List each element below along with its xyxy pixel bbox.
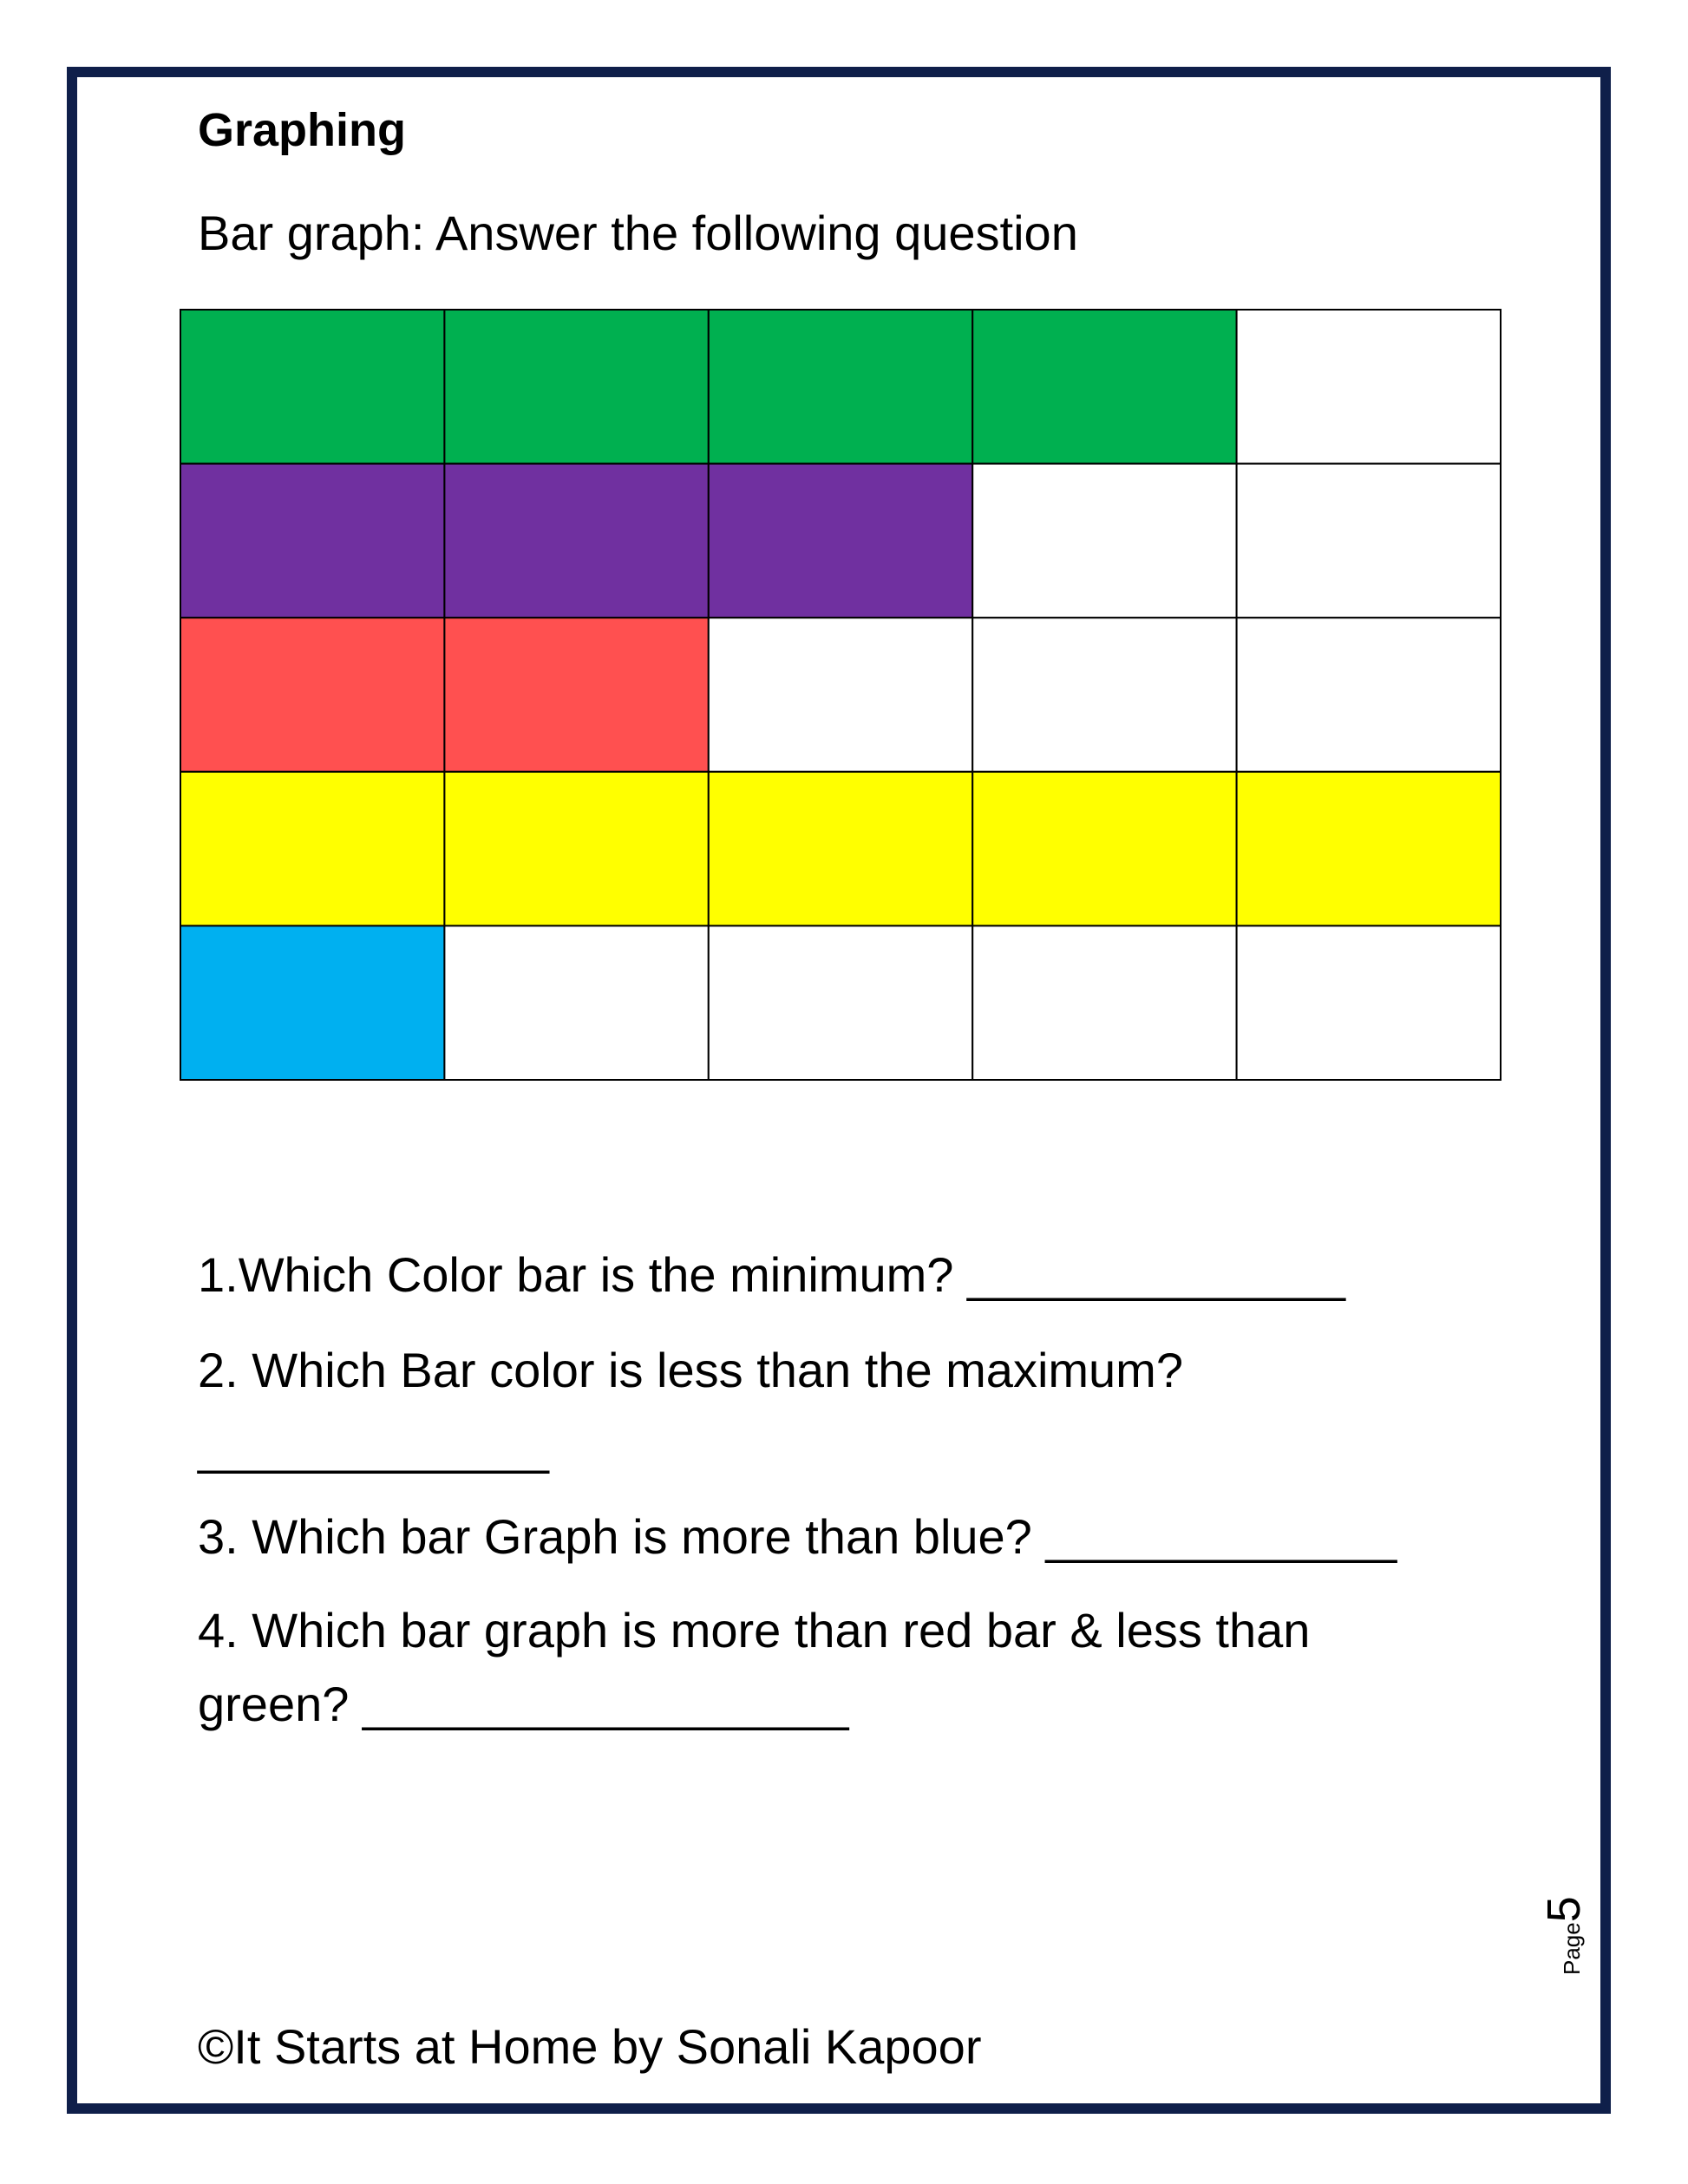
bar-green-cell-3 [709,310,972,464]
bar-yellow-cell-4 [972,772,1236,926]
copyright-footer: ©It Starts at Home by Sonali Kapoor [198,2019,982,2074]
empty-cell-r3-c5 [1237,618,1501,772]
bar-yellow-cell-2 [444,772,708,926]
page-number: 5 [1538,1896,1590,1923]
empty-cell-r3-c3 [709,618,972,772]
bar-red-cell-1 [180,618,444,772]
bar-red-cell-2 [444,618,708,772]
worksheet-title: Graphing [198,104,406,156]
empty-cell-r5-c3 [709,925,972,1080]
bar-yellow-cell-5 [1237,772,1501,926]
question-4: 4. Which bar graph is more than red bar & less than [198,1603,1311,1658]
question-2-answer-line: _____________ [198,1420,549,1475]
bar-green-cell-2 [444,310,708,464]
worksheet-instruction: Bar graph: Answer the following question [198,206,1078,260]
question-4-continued: green? __________________ [198,1677,849,1731]
page-number-label [1538,1888,1610,1975]
empty-cell-r5-c2 [444,925,708,1080]
empty-cell-r2-c4 [972,464,1236,618]
bar-graph [180,309,1502,1081]
bar-purple-cell-2 [444,464,708,618]
empty-cell-r2-c5 [1237,464,1501,618]
bar-yellow-cell-3 [709,772,972,926]
bar-green-cell-1 [180,310,444,464]
bar-yellow-cell-1 [180,772,444,926]
page-word: Page [1559,1922,1585,1975]
question-2: 2. Which Bar color is less than the maximum? [198,1343,1183,1397]
bar-purple-cell-1 [180,464,444,618]
bar-purple-cell-3 [709,464,972,618]
question-3: 3. Which bar Graph is more than blue? _____________ [198,1509,1397,1564]
empty-cell-r5-c4 [972,925,1236,1080]
bar-green-cell-4 [972,310,1236,464]
bar-blue-cell-1 [180,925,444,1080]
question-1: 1.Which Color bar is the minimum? ______________ [198,1247,1345,1302]
empty-cell-r1-c5 [1237,310,1501,464]
empty-cell-r3-c4 [972,618,1236,772]
empty-cell-r5-c5 [1237,925,1501,1080]
